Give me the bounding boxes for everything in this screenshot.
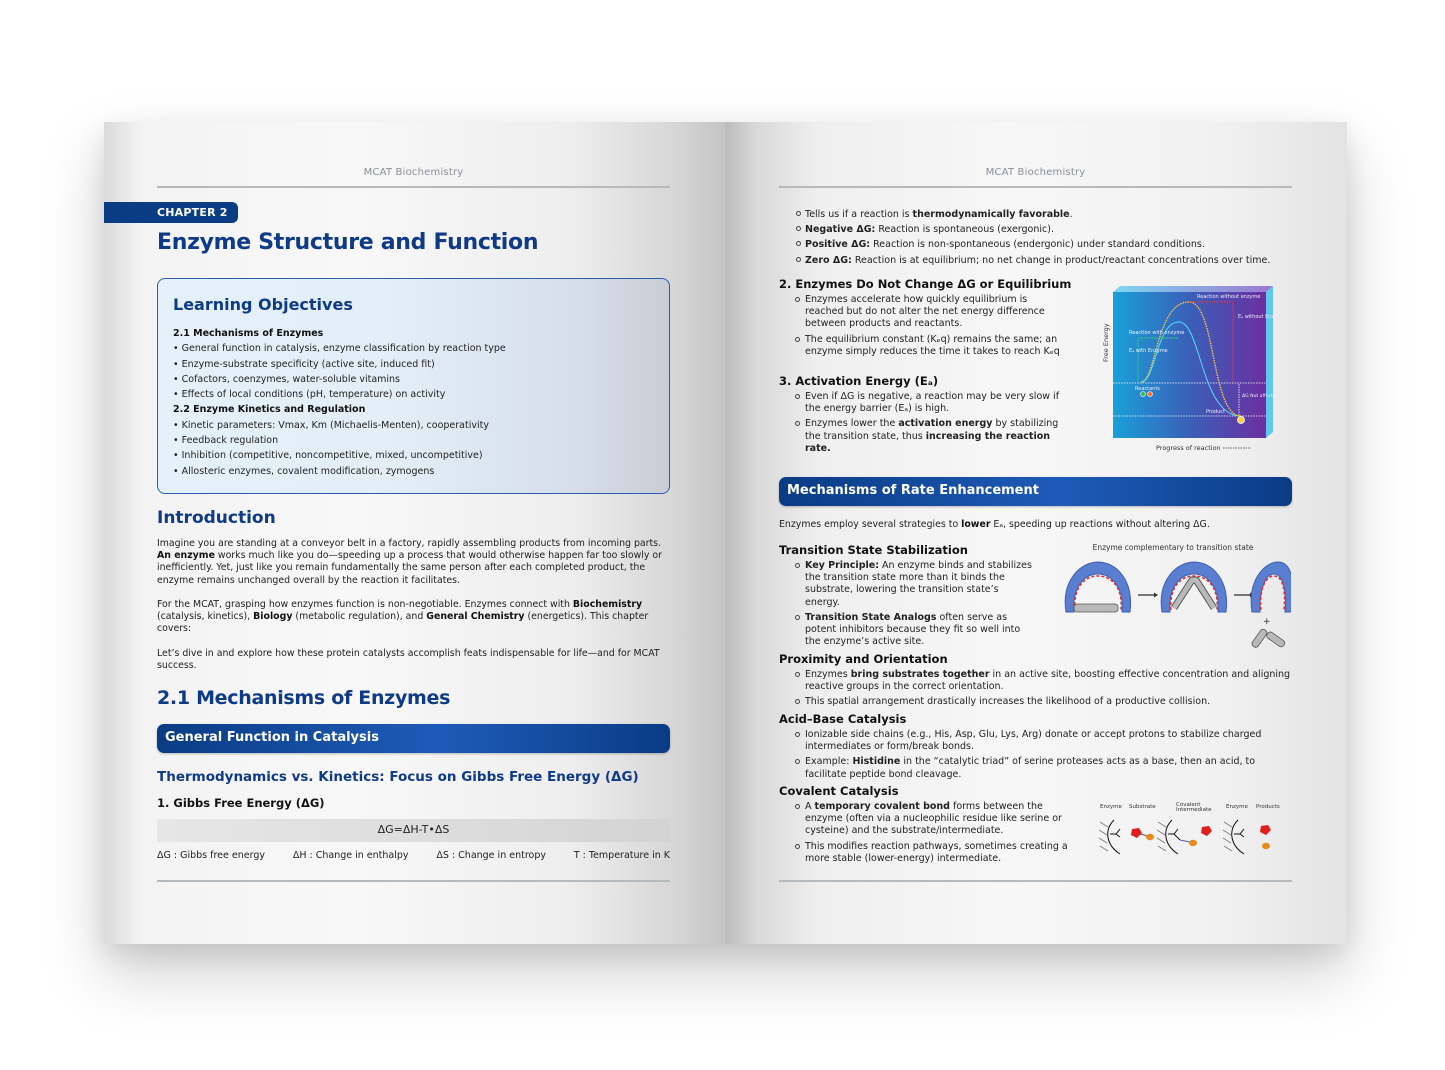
objective-group-heading: 2.2 Enzyme Kinetics and Regulation [173, 404, 366, 416]
running-head: MCAT Biochemistry [985, 167, 1086, 178]
objective-item: • Feedback regulation [173, 435, 279, 447]
y-axis-label: Free Energy [1102, 323, 1110, 362]
svg-text:Reaction with enzyme: Reaction with enzyme [1129, 330, 1185, 336]
intro-paragraph-1: Imagine you are standing at a conveyor belt in a factory, rapidly assembling products from incoming parts. An enzyme works much like you do—speeding up a process that would otherwise happen far too slowly or inefficiently. Yet, just like you remain fundamentally the same person after each completed product, the enzyme remains unchanged overall by the reaction it facilitates. [157, 538, 663, 586]
bullet-item: Example: Histidine in the “catalytic triad” of serine proteases acts as a base, then an acid, to facilitate peptide bond cleavage. [795, 756, 1295, 780]
bullet-icon [795, 759, 800, 764]
section2-bullets [795, 294, 1060, 361]
footer-rule [157, 880, 670, 882]
legend-ds: ΔS : Change in entropy [436, 850, 546, 861]
rate-enhancement-intro: Enzymes employ several strategies to lower Eₐ, speeding up reactions without altering ΔG. [779, 519, 1210, 530]
bullet-item: This modifies reaction pathways, sometimes creating a more stable (lower-energy) intermediate. [795, 841, 1075, 865]
subsection-title: Thermodynamics vs. Kinetics: Focus on Gibbs Free Energy (ΔG) [157, 769, 639, 785]
bullet-icon [795, 421, 800, 426]
intro-paragraph-2: For the MCAT, grasping how enzymes function is non-negotiable. Enzymes connect with Biochemistry (catalysis, kinetics), Biology (metabolic regulation), and General Chemistry (energetics). This chapter covers: [157, 599, 649, 635]
svg-text:ΔG Not affected: ΔG Not affected [1242, 394, 1279, 399]
covalent-bullets [795, 801, 1075, 868]
learning-objectives-box [157, 278, 670, 494]
section2-heading: 2. Enzymes Do Not Change ΔG or Equilibrium [779, 277, 1072, 291]
objective-group-heading: 2.1 Mechanisms of Enzymes [173, 328, 324, 339]
gibbs-formula: ΔG=ΔH-T•ΔS [157, 819, 670, 842]
transition-state-bullets [795, 560, 1035, 651]
header-rule [779, 186, 1292, 188]
objective-item: • Inhibition (competitive, noncompetitive, mixed, uncompetitive) [173, 450, 483, 462]
chapter-label: CHAPTER 2 [104, 202, 238, 223]
rate-enhancement-banner: Mechanisms of Rate Enhancement [779, 477, 1292, 506]
enzyme-released [1251, 562, 1291, 612]
proximity-bullets [795, 669, 1295, 712]
bullet-icon [796, 241, 801, 246]
bullet-icon [795, 804, 800, 809]
enzyme-with-substrate [1065, 562, 1130, 612]
objective-item: • Kinetic parameters: Vmax, Km (Michaelis-Menten), cooperativity [173, 419, 489, 431]
left-page [104, 122, 726, 944]
transition-state-heading: Transition State Stabilization [779, 543, 968, 557]
section-banner: General Function in Catalysis [157, 724, 670, 753]
section3-heading: 3. Activation Energy (Eₐ) [779, 374, 939, 388]
proximity-heading: Proximity and Orientation [779, 652, 948, 666]
bullet-icon [795, 732, 800, 737]
running-head: MCAT Biochemistry [363, 167, 464, 178]
legend-t: T : Temperature in K [573, 850, 670, 861]
bullet-item: Enzymes lower the activation energy by stabilizing the transition state, thus increasing the reaction rate. [795, 418, 1060, 455]
acid-base-bullets [795, 729, 1295, 784]
gibbs-heading: 1. Gibbs Free Energy (ΔG) [157, 796, 325, 810]
bullet-icon [795, 672, 800, 677]
legend-dh: ΔH : Change in enthalpy [292, 850, 409, 861]
bullet-icon [796, 226, 801, 231]
introduction-heading: Introduction [157, 508, 276, 528]
objective-item: • Allosteric enzymes, covalent modification, zymogens [173, 465, 435, 477]
energy-diagram [1101, 282, 1296, 454]
svg-text:Substrate: Substrate [1129, 804, 1156, 810]
bullet-icon [795, 699, 800, 704]
bullet-item: Zero ΔG: Reaction is at equilibrium; no net change in product/reactant concentrations over time. [796, 253, 1270, 268]
covalent-heading: Covalent Catalysis [779, 784, 899, 798]
header-rule [157, 186, 670, 188]
objective-item: • Cofactors, coenzymes, water-soluble vitamins [173, 373, 401, 385]
bullet-icon [795, 297, 800, 302]
bullet-item: Enzymes bring substrates together in an active site, boosting effective concentration and aligning reactive groups in the correct orientation. [795, 669, 1295, 693]
svg-text:+: + [1263, 617, 1271, 627]
bullet-icon [795, 563, 800, 568]
svg-text:Enzyme: Enzyme [1100, 804, 1122, 810]
x-axis-label: Progress of reaction [1156, 444, 1221, 452]
bullet-item: Key Principle: An enzyme binds and stabilizes the transition state more than it binds the substrate, lowering the transition state’s energy. [795, 560, 1035, 609]
bullet-item: A temporary covalent bond forms between the enzyme (often via a nucleophilic residue like serine or cysteine) and the substrate/intermediate. [795, 801, 1075, 838]
svg-text:Reactants: Reactants [1135, 386, 1160, 392]
svg-text:Intermediate: Intermediate [1176, 807, 1212, 813]
covalent-catalysis-figure [1096, 800, 1286, 868]
bullet-item: The equilibrium constant (Kₑq) remains the same; an enzyme simply reduces the time it takes to reach Kₑq [795, 334, 1060, 358]
bullet-item: Even if ΔG is negative, a reaction may be very slow if the energy barrier (Eₐ) is high. [795, 391, 1060, 415]
formula-legend [157, 850, 670, 861]
svg-text:Covalent: Covalent [1176, 802, 1201, 808]
bullet-item: Transition State Analogs often serve as potent inhibitors because they fit so well into the enzyme’s active site. [795, 612, 1035, 649]
transition-state-figure [1056, 540, 1291, 660]
gibbs-bullets [796, 207, 1270, 268]
bullet-icon [796, 211, 801, 216]
legend-dg: ΔG : Gibbs free energy [157, 850, 265, 861]
objective-item: • General function in catalysis, enzyme classification by reaction type [173, 343, 506, 355]
svg-text:Eₐ without Enzyme: Eₐ without Enzyme [1238, 314, 1285, 320]
svg-text:Reaction without enzyme: Reaction without enzyme [1197, 294, 1261, 300]
svg-text:Products: Products [1256, 804, 1280, 810]
learning-objectives-title: Learning Objectives [173, 295, 353, 314]
chapter-title: Enzyme Structure and Function [157, 230, 539, 255]
bullet-item: This spatial arrangement drastically increases the likelihood of a productive collision. [795, 696, 1295, 708]
svg-text:Enzyme: Enzyme [1226, 804, 1248, 810]
section3-bullets [795, 391, 1060, 458]
bullet-icon [795, 844, 800, 849]
figure-caption: Enzyme complementary to transition state [1092, 543, 1254, 552]
bullet-item: Tells us if a reaction is thermodynamically favorable. [796, 207, 1270, 222]
bullet-icon [795, 615, 800, 620]
acid-base-heading: Acid–Base Catalysis [779, 712, 907, 726]
bullet-item: Enzymes accelerate how quickly equilibrium is reached but do not alter the net energy difference between products and reactants. [795, 294, 1060, 331]
bullet-icon [795, 337, 800, 342]
intro-paragraph-3: Let’s dive in and explore how these protein catalysts accomplish feats indispensable for life—and for MCAT success. [157, 648, 660, 672]
bullet-item: Ionizable side chains (e.g., His, Asp, Glu, Lys, Arg) donate or accept protons to stabilize charged intermediates or form/break bonds. [795, 729, 1295, 753]
bullet-item: Negative ΔG: Reaction is spontaneous (exergonic). [796, 222, 1270, 237]
objective-item: • Effects of local conditions (pH, temperature) on activity [173, 389, 446, 401]
bullet-icon [795, 394, 800, 399]
right-page [726, 122, 1347, 944]
objective-item: • Enzyme-substrate specificity (active site, induced fit) [173, 358, 435, 370]
bullet-icon [796, 257, 801, 262]
enzyme-transition-state [1161, 562, 1226, 612]
svg-text:Product: Product [1206, 409, 1225, 415]
bullet-item: Positive ΔG: Reaction is non-spontaneous (endergonic) under standard conditions. [796, 237, 1270, 252]
svg-text:Eₐ with Enzyme: Eₐ with Enzyme [1129, 348, 1168, 354]
footer-rule [779, 880, 1292, 882]
section-title: 2.1 Mechanisms of Enzymes [157, 687, 451, 709]
